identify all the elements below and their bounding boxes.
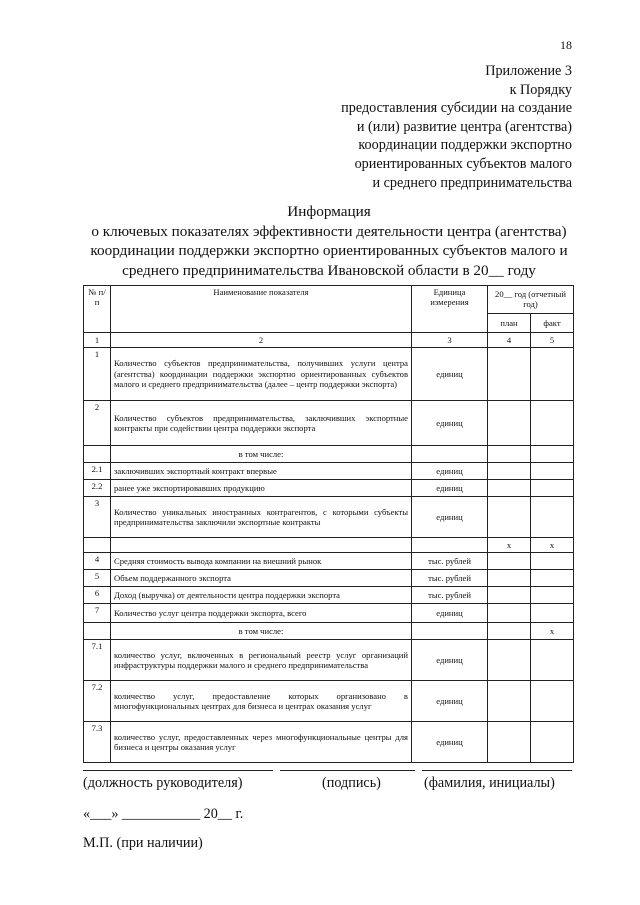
row-number [84, 623, 111, 640]
row-plan-value [488, 401, 531, 446]
row-unit: тыс. рублей [412, 587, 488, 604]
column-number: 4 [488, 333, 531, 348]
column-number: 2 [111, 333, 412, 348]
row-plan-value [488, 553, 531, 570]
row-unit [412, 623, 488, 640]
table-row [84, 348, 574, 401]
row-unit: тыс. рублей [412, 553, 488, 570]
annex-line: и (или) развитие центра (агентства) [356, 118, 572, 135]
row-unit [412, 538, 488, 553]
row-indicator-name [111, 538, 412, 553]
table-row [84, 497, 574, 538]
header-name: Наименование показателя [111, 286, 412, 333]
table-row [84, 587, 574, 604]
row-number: 3 [84, 497, 111, 538]
header-year: 20__ год (отчетный год) [488, 286, 574, 314]
row-fact-value [531, 497, 574, 538]
signature-line [280, 770, 415, 771]
table-row [84, 570, 574, 587]
row-plan-value [488, 587, 531, 604]
row-fact-value [531, 570, 574, 587]
stamp-note: М.П. (при наличии) [83, 835, 203, 851]
row-fact-value [531, 463, 574, 480]
header-num: № п/п [84, 286, 111, 333]
row-indicator-name: количество услуг, предоставление которых организовано в многофункциональных центрах для бизнеса и центрах оказания услуг [111, 681, 412, 722]
row-number [84, 446, 111, 463]
row-indicator-name: заключивших экспортный контракт впервые [111, 463, 412, 480]
row-indicator-name: Количество субъектов предпринимательства, получивших услуги центра (агентства) координации поддержки экспортно ориентированных субъектов малого и среднего предпринимательства (далее – центр поддержки экспорта) [111, 348, 412, 401]
row-indicator-name: Доход (выручка) от деятельности центра поддержки экспорта [111, 587, 412, 604]
row-number [84, 538, 111, 553]
row-number: 7.3 [84, 722, 111, 763]
table-row [84, 538, 574, 553]
header-plan: план [488, 313, 531, 333]
row-fact-value [531, 681, 574, 722]
row-unit: единиц [412, 640, 488, 681]
name-caption: (фамилия, инициалы) [424, 775, 555, 791]
title-line: координации поддержки экспортно ориентированных субъектов малого и [90, 242, 568, 259]
row-unit: единиц [412, 401, 488, 446]
header-unit: Единица измерения [412, 286, 488, 333]
annex-line: Приложение 3 [485, 63, 572, 79]
row-indicator-name: количество услуг, предоставленных через многофункциональные центры для бизнеса и центры оказания услуг [111, 722, 412, 763]
row-plan-value [488, 604, 531, 623]
annex-line: ориентированных субъектов малого [354, 155, 572, 172]
title-line: о ключевых показателях эффективности деятельности центра (агентства) [91, 222, 567, 240]
annex-line: к Порядку [509, 81, 572, 98]
title-line: среднего предпринимательства Ивановской области в 20__ году [122, 261, 536, 279]
table-row [84, 553, 574, 570]
row-fact-value [531, 480, 574, 497]
table-row [84, 681, 574, 722]
row-fact-value [531, 722, 574, 763]
row-unit: единиц [412, 480, 488, 497]
row-fact-value [531, 604, 574, 623]
indicators-table [83, 285, 574, 763]
row-indicator-name: Количество субъектов предпринимательства, заключивших экспортные контракты при содействии центра поддержки экспорта [111, 401, 412, 446]
row-unit: единиц [412, 604, 488, 623]
table-row [84, 640, 574, 681]
row-number: 6 [84, 587, 111, 604]
row-fact-value [531, 553, 574, 570]
row-indicator-name: в том числе: [111, 623, 412, 640]
name-line [422, 770, 572, 771]
row-unit: единиц [412, 681, 488, 722]
title-line: Информация [287, 203, 371, 220]
row-number: 7.1 [84, 640, 111, 681]
table-row [84, 446, 574, 463]
row-indicator-name: Количество услуг центра поддержки экспорта, всего [111, 604, 412, 623]
row-number: 2.2 [84, 480, 111, 497]
row-plan-value [488, 463, 531, 480]
row-number: 7 [84, 604, 111, 623]
row-unit: единиц [412, 348, 488, 401]
row-number: 4 [84, 553, 111, 570]
signature-caption: (подпись) [322, 775, 381, 791]
position-line [83, 770, 273, 771]
column-number: 3 [412, 333, 488, 348]
row-plan-value [488, 497, 531, 538]
row-number: 2.1 [84, 463, 111, 480]
row-indicator-name: Количество уникальных иностранных контрагентов, с которыми субъекты предпринимательства заключили экспортные контракты [111, 497, 412, 538]
row-unit: тыс. рублей [412, 570, 488, 587]
row-fact-value: х [531, 538, 574, 553]
date-line: «___» ___________ 20__ г. [83, 806, 244, 822]
row-unit [412, 446, 488, 463]
table-row [84, 463, 574, 480]
row-indicator-name: Средняя стоимость вывода компании на внешний рынок [111, 553, 412, 570]
table-row [84, 401, 574, 446]
annex-heading [252, 62, 572, 192]
table-row [84, 623, 574, 640]
row-fact-value: х [531, 623, 574, 640]
column-number: 1 [84, 333, 111, 348]
annex-line: предоставления субсидии на создание [341, 100, 572, 117]
table-header-row [84, 286, 574, 314]
row-fact-value [531, 401, 574, 446]
row-fact-value [531, 446, 574, 463]
row-indicator-name: Объем поддержанного экспорта [111, 570, 412, 587]
row-indicator-name: в том числе: [111, 446, 412, 463]
header-fact: факт [531, 313, 574, 333]
row-plan-value [488, 722, 531, 763]
column-numbers-row [84, 333, 574, 348]
row-number: 1 [84, 348, 111, 401]
row-number: 5 [84, 570, 111, 587]
row-plan-value [488, 570, 531, 587]
row-fact-value [531, 348, 574, 401]
row-plan-value: х [488, 538, 531, 553]
document-title [70, 202, 588, 280]
row-fact-value [531, 587, 574, 604]
table-row [84, 722, 574, 763]
row-plan-value [488, 640, 531, 681]
row-unit: единиц [412, 497, 488, 538]
row-number: 2 [84, 401, 111, 446]
row-indicator-name: количество услуг, включенных в региональный реестр услуг организаций инфраструктуры поддержки малого и среднего предпринимательства [111, 640, 412, 681]
position-caption: (должность руководителя) [83, 775, 243, 791]
row-plan-value [488, 623, 531, 640]
row-unit: единиц [412, 463, 488, 480]
column-number: 5 [531, 333, 574, 348]
row-plan-value [488, 446, 531, 463]
row-plan-value [488, 681, 531, 722]
row-fact-value [531, 640, 574, 681]
row-unit: единиц [412, 722, 488, 763]
row-number: 7.2 [84, 681, 111, 722]
page-number: 18 [560, 38, 572, 52]
table-row [84, 604, 574, 623]
annex-line: и среднего предпринимательства [372, 174, 572, 191]
row-indicator-name: ранее уже экспортировавших продукцию [111, 480, 412, 497]
table-row [84, 480, 574, 497]
row-plan-value [488, 348, 531, 401]
annex-line: координации поддержки экспортно [358, 137, 572, 154]
row-plan-value [488, 480, 531, 497]
